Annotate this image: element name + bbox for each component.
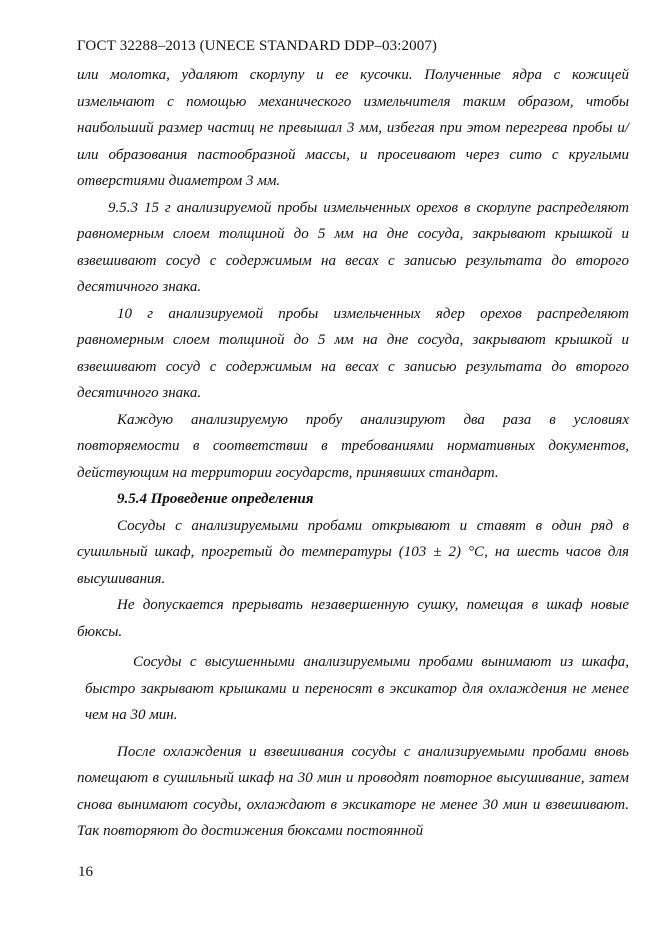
- paragraph-kernels: 10 г анализируемой пробы измельченных ядер орехов распределяют равномерным слоем толщиной до 5 мм на дне сосуда, закрывают крышкой и взвешивают сосуд с содержимым на весах с записью результата до второго десятичного знака.: [77, 305, 629, 401]
- paragraph-drying-oven: Сосуды с анализируемыми пробами открывают и ставят в один ряд в сушильный шкаф, прогретый до температуры (103 ± 2) °С, на шесть часов для высушивания.: [77, 517, 629, 587]
- paragraph-repeatability: Каждую анализируемую пробу анализируют два раза в условиях повторяемости в соответствии в требованиями нормативных документов, действующим на территории государств, принявших стандарт.: [77, 411, 629, 481]
- paragraph-no-interrupt: Не допускается прерывать незавершенную сушку, помещая в шкаф новые бюксы.: [77, 597, 629, 640]
- page-number: 16: [78, 864, 93, 880]
- page-header-standard: ГОСТ 32288–2013 (UNECE STANDARD DDP–03:2007): [77, 38, 438, 54]
- paragraph-desiccator: Сосуды с высушенными анализируемыми пробами вынимают из шкафа, быстро закрывают крышками и переносят в эксикатор для охлаждения не менее чем на 30 мин.: [85, 654, 629, 723]
- paragraph-9-5-3: 9.5.3 15 г анализируемой пробы измельченных орехов в скорлупе распределяют равномерным слоем толщиной до 5 мм на дне сосуда, закрывают крышкой и взвешивают сосуд с содержимым на весах с записью результата до второго десятичного знака.: [77, 199, 629, 295]
- section-heading-9-5-4: 9.5.4 Проведение определения: [117, 491, 314, 507]
- document-body: [77, 62, 629, 845]
- paragraph-repeat-drying: После охлаждения и взвешивания сосуды с анализируемыми пробами вновь помещают в сушильный шкаф на 30 мин и проводят повторное высушивание, затем снова вынимают сосуды, охлаждают в эксикаторе не менее 30 мин и взвешивают. Так повторяют до достижения бюксами постоянной: [77, 743, 629, 839]
- paragraph-continuation: или молотка, удаляют скорлупу и ее кусочки. Полученные ядра с кожицей измельчают с помощью механического измельчителя таким образом, чтобы наибольший размер частиц не превышал 3 мм, избегая при этом перегрева пробы и/или образования пастообразной массы, и просеивают через сито с круглыми отверстиями диаметром 3 мм.: [77, 67, 629, 189]
